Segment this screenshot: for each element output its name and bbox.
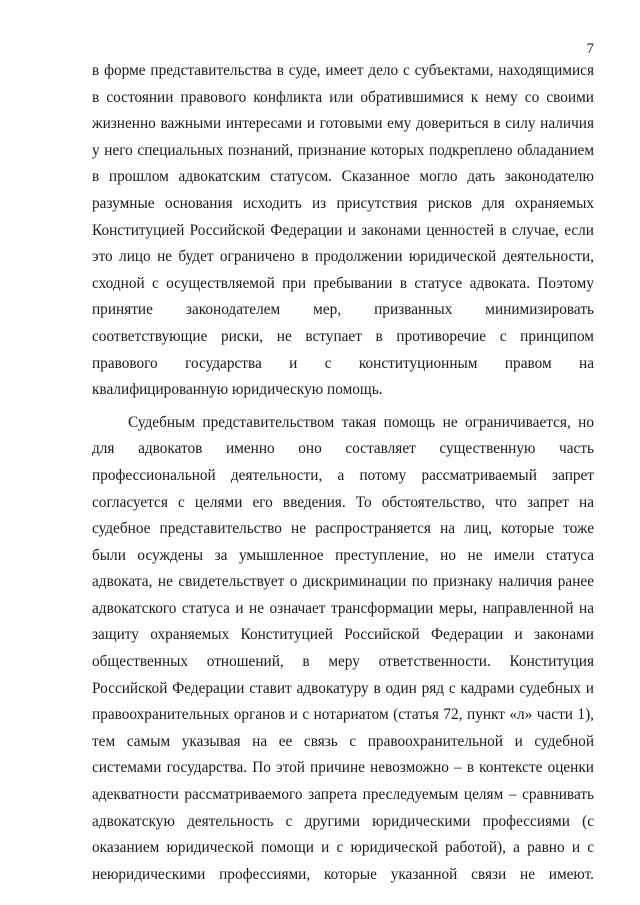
body-text bbox=[92, 58, 594, 888]
text-line: защиту охраняемых Конституцией Российской Федерации и законами bbox=[92, 626, 594, 644]
text-line: адвокатскую деятельность с другими юридическими профессиями (с bbox=[92, 812, 594, 830]
text-line: в состоянии правового конфликта или обратившимися к нему со своими bbox=[92, 88, 594, 106]
text-line: для адвокатов именно оно составляет существенную часть bbox=[92, 440, 594, 458]
text-line: разумные основания исходить из присутствия рисков для охраняемых bbox=[92, 194, 594, 212]
text-line: жизненно важными интересами и готовыми ему довериться в силу наличия bbox=[92, 115, 594, 133]
text-line: адекватности рассматриваемого запрета преследуемым целям – сравнивать bbox=[92, 786, 594, 804]
text-line: оказанием юридической помощи и с юридической работой), а равно и с bbox=[92, 839, 594, 857]
text-line: это лицо не будет ограничено в продолжении юридической деятельности, bbox=[92, 248, 594, 266]
text-line: согласуется с целями его введения. То обстоятельство, что запрет на bbox=[92, 493, 594, 511]
text-line: тем самым указывая на ее связь с правоохранительной и судебной bbox=[92, 732, 594, 750]
paragraph-1 bbox=[92, 58, 594, 404]
text-line: в форме представительства в суде, имеет дело с субъектами, находящимися bbox=[92, 62, 594, 79]
paragraph-2 bbox=[92, 410, 594, 889]
text-line: у него специальных познаний, признание которых подкреплено обладанием bbox=[92, 141, 594, 159]
text-line: были осуждены за умышленное преступление, но не имели статуса bbox=[92, 546, 594, 564]
text-line: Конституцией Российской Федерации и законами ценностей в случае, если bbox=[92, 221, 594, 239]
text-line: принятие законодателем мер, призванных минимизировать bbox=[92, 301, 594, 319]
text-line: профессиональной деятельности, а потому рассматриваемый запрет bbox=[92, 466, 594, 484]
text-line: общественных отношений, в меру ответственности. Конституция bbox=[92, 653, 594, 671]
text-line: в прошлом адвокатским статусом. Сказанное могло дать законодателю bbox=[92, 168, 594, 186]
text-line: адвокатского статуса и не означает трансформации меры, направленной на bbox=[92, 599, 594, 617]
text-line: неюридическими профессиями, которые указанной связи не имеют. bbox=[92, 865, 594, 883]
text-line: соответствующие риски, не вступает в противоречие с принципом bbox=[92, 327, 594, 345]
text-line: системами государства. По этой причине невозможно – в контексте оценки bbox=[92, 759, 594, 777]
text-line: правоохранительных органов и с нотариатом (статья 72, пункт «л» части 1), bbox=[92, 706, 594, 724]
text-line: правового государства и с конституционным правом на bbox=[92, 354, 594, 372]
text-line: сходной с осуществляемой при пребывании в статусе адвоката. Поэтому bbox=[92, 274, 594, 292]
text-line: Российской Федерации ставит адвокатуру в один ряд с кадрами судебных и bbox=[92, 679, 594, 697]
text-line: адвоката, не свидетельствует о дискриминации по признаку наличия ранее bbox=[92, 573, 594, 591]
text-line: судебное представительство не распространяется на лиц, которые тоже bbox=[92, 520, 594, 538]
page-number: 7 bbox=[586, 41, 594, 57]
text-line: Судебным представительством такая помощь не ограничивается, но bbox=[128, 413, 594, 431]
text-line: квалифицированную юридическую помощь. bbox=[92, 381, 383, 399]
